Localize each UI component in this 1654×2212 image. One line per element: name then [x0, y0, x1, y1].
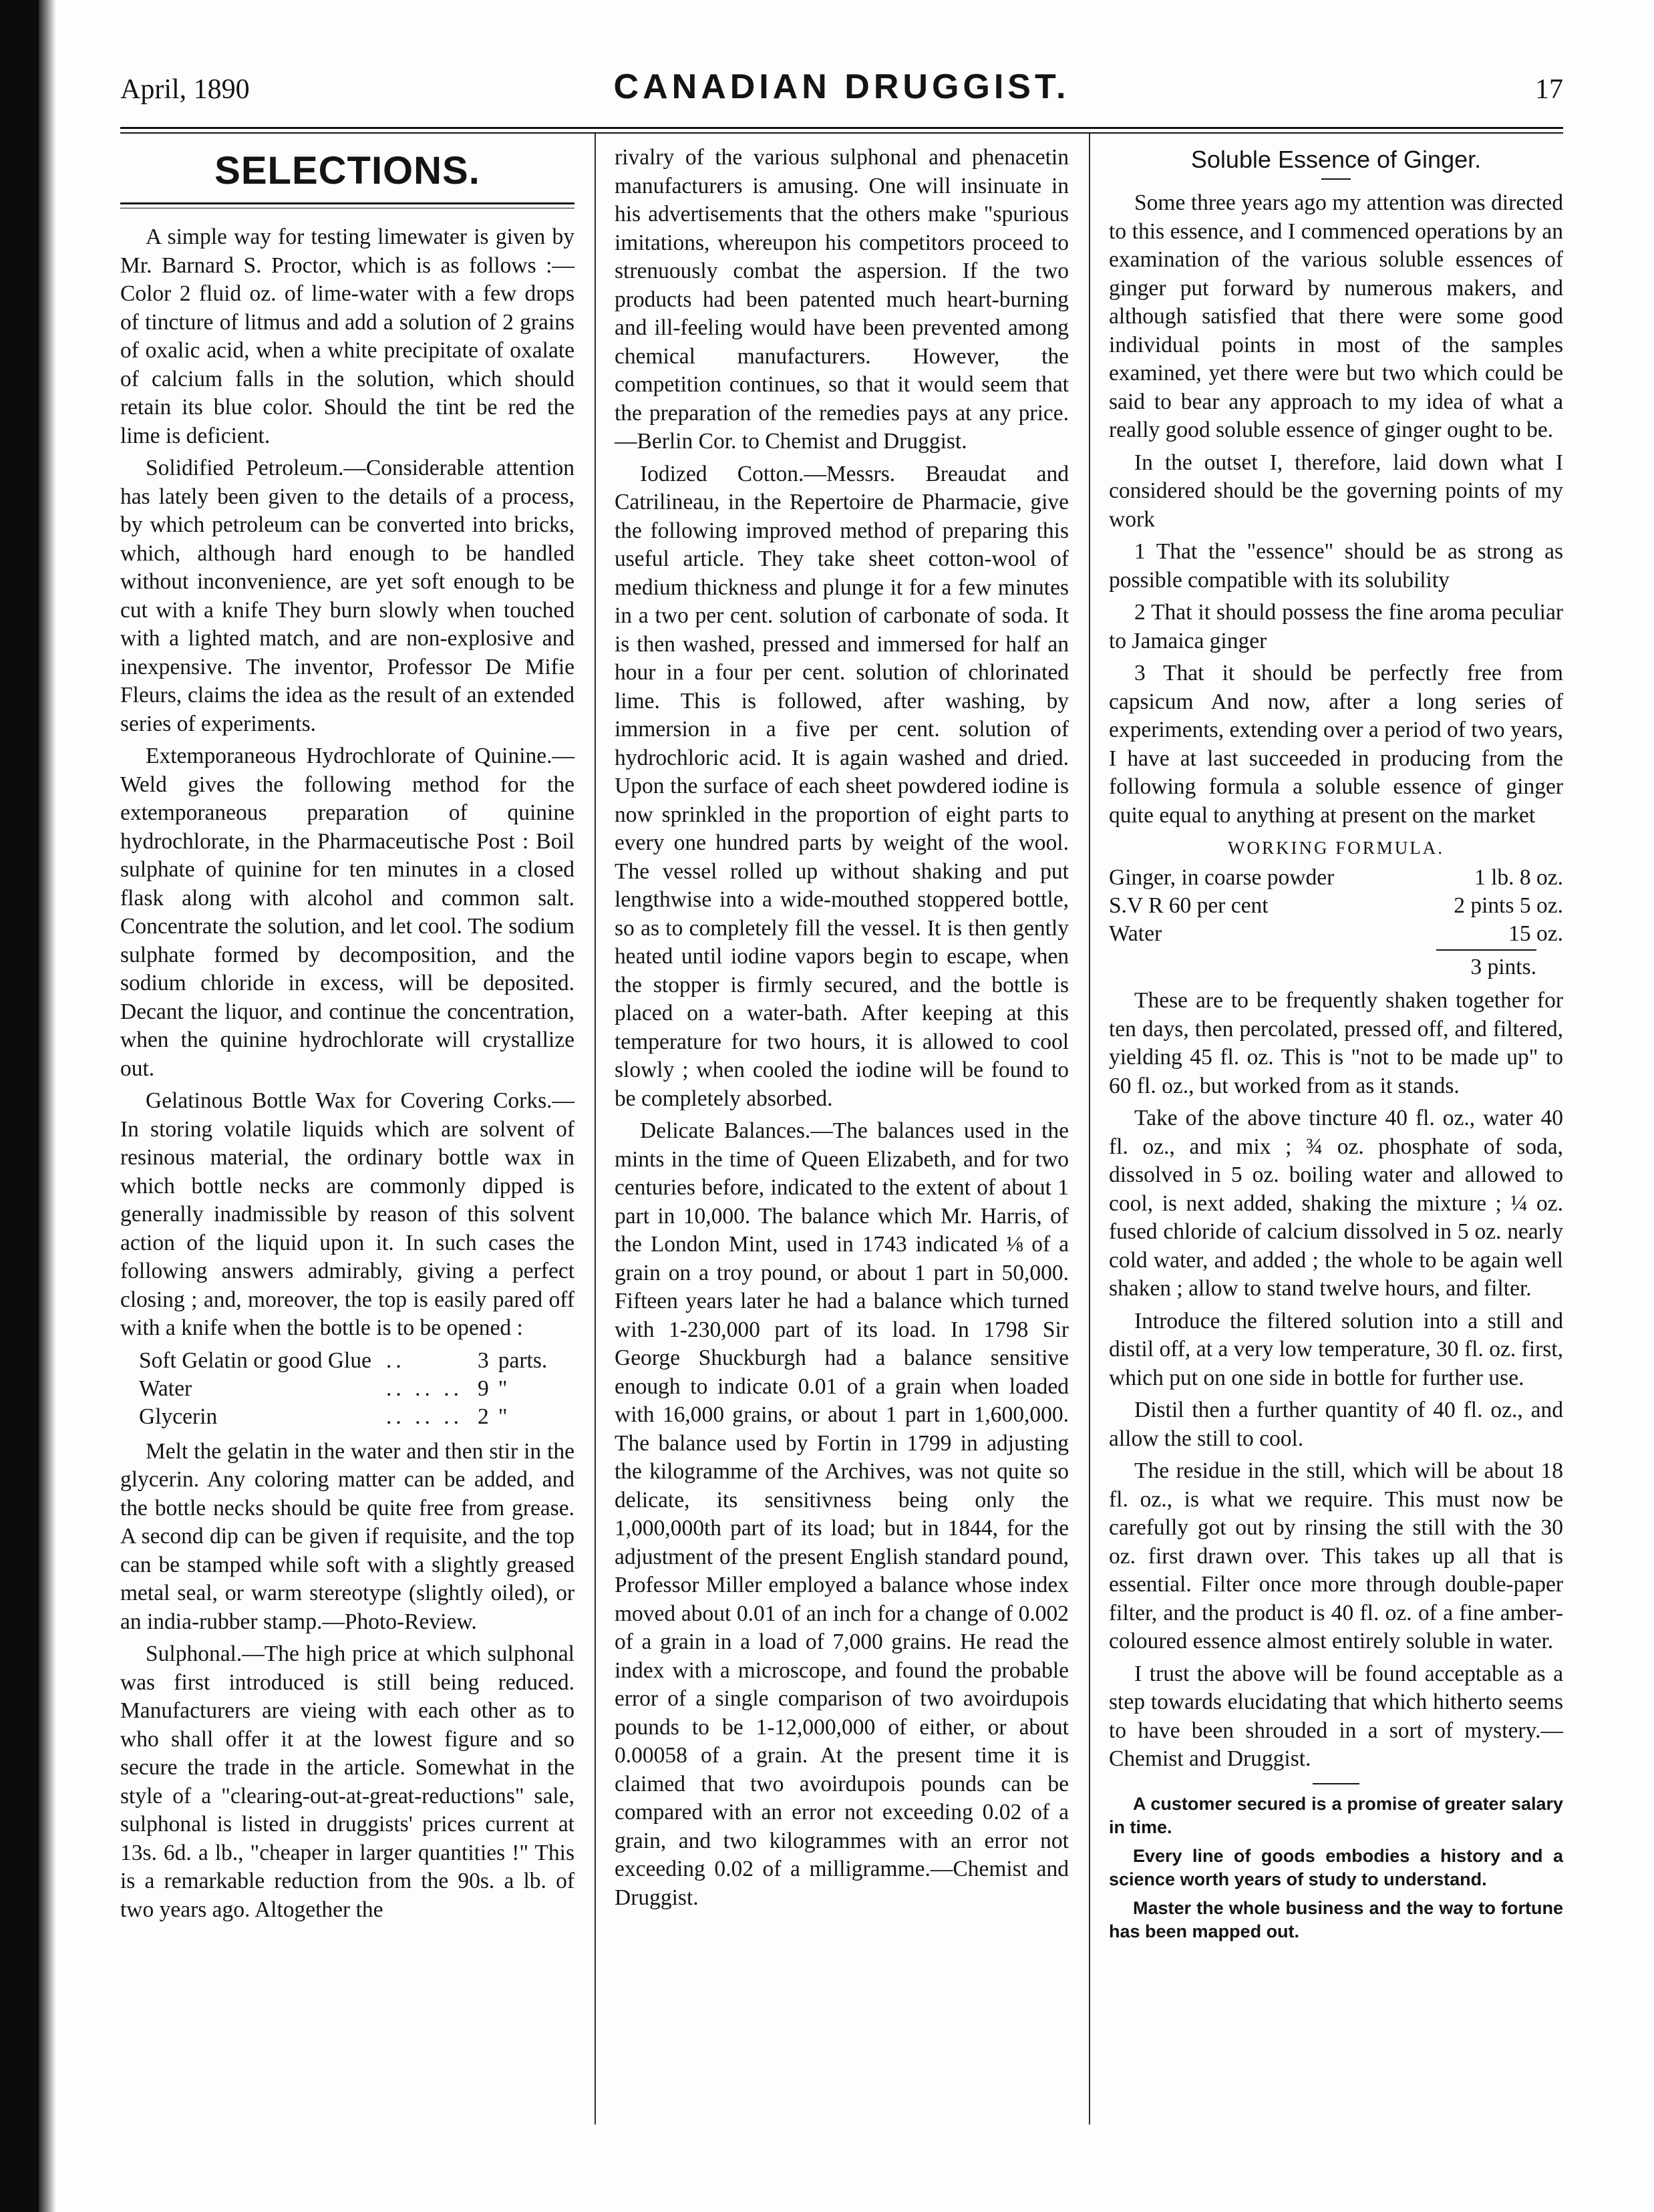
- article-sulphonal-continued: rivalry of the various sulphonal and phenacetin manufacturers is amusing. One will insinuate in his advertisements that the others make "spurious imitations, whereupon his competitors proceed to strenuously combat the aspersion. If the two products had been patented much heart-burning and ill-feeling would have been prevented among chemical manufacturers. However, the competition continues, so that it would seem that the preparation of the remedies pays at any price.—Berlin Cor. to Chemist and Druggist.: [615, 145, 1069, 454]
- ginger-intro: Some three years ago my attention was directed to this essence, and I commenced operations by an examination of the various soluble essences of ginger put forward by numerous makers, and although satisfied that there were some good individual points in most of the samples examined, yet there were but two which could be said to bear any approach to my idea of what a really good soluble essence of ginger ought to be.: [1109, 190, 1563, 442]
- ginger-point-2: 2 That it should possess the fine aroma peculiar to Jamaica ginger: [1109, 600, 1563, 653]
- recipe-leader: .. .. ..: [385, 1376, 463, 1401]
- recipe-unit: ": [498, 1404, 508, 1429]
- article-solidified-petroleum: Solidified Petroleum.—Considerable attention has lately been given to the details of a process, by which petroleum can be converted into bricks, which, although hard enough to be handled without inconvenience, are yet soft enough to be cut with a knife They burn slowly when touched with a lighted match, and are non-explosive and inexpensive. The inventor, Professor De Mifie Fleurs, claims the idea as the result of an extended series of experiments.: [120, 456, 574, 736]
- article-delicate-balances: Delicate Balances.—The balances used in the mints in the time of Queen Elizabeth, and for two centuries before, indicated to the extent of about 1 part in 10,000. The balance which Mr. Harris, of the London Mint, used in 1743 indicated ⅛ of a grain on a troy pound, or about 1 part in 50,000. Fifteen years later he had a balance which turned with 1-230,000 part of its load. In 1798 Sir George Shuckburgh had a balance sensitive enough to indicate 0.01 of a grain when loaded with 16,000 grains, or about 1 part in 1,600,000. The balance used by Fortin in 1799 in adjusting the kilogramme of the Archives, was not quite so delicate, its sensitivness being only the 1,000,000th part of its load; but in 1844, for the adjustment of the present English standard pound, Professor Miller employed a balance whose index moved about 0.01 of an inch for a change of 0.002 of a grain in a load of 7,000 grains. He read the index with a microscope, and found the probable error of a single comparison of two avoirdupois pounds to be 1-12,000,000 of either, or about 0.00058 of a grain. At the present time it is claimed that two avoirdupois pounds can be compared with an error not exceeding 0.02 of a grain, and two kilogrammes with an error not exceeding 0.02 of a milligramme.—Chemist and Druggist.: [615, 1118, 1069, 1910]
- recipe-unit: ": [498, 1376, 508, 1401]
- article-bottle-wax: Gelatinous Bottle Wax for Covering Corks.—In storing volatile liquids which are solvent of resinous material, the ordinary bottle wax in which bottle necks are commonly dipped is generally inadmissible by reason of this solvent action of the liquid upon it. In such cases the following answers admirably, giving a perfect closing ; and, moreover, the top is easily pared off with a knife when the bottle is to be opened :: [120, 1088, 574, 1340]
- ginger-point-3: 3 That it should be perfectly free from capsicum And now, after a long series of experiments, extending over a period of two years, I have at last succeeded in producing from the following formula a soluble essence of ginger quite equal to anything at present on the market: [1109, 661, 1564, 828]
- recipe-qty: 2: [477, 1404, 489, 1429]
- recipe-leader: ..: [385, 1348, 405, 1373]
- formula-item: S.V R 60 per cent: [1109, 893, 1269, 918]
- recipe-unit: parts.: [498, 1348, 548, 1373]
- filler-notes: [1109, 1783, 1563, 1943]
- formula-amount: 2 pints 5 oz.: [1454, 893, 1563, 918]
- article-title-ginger: Soluble Essence of Ginger.: [1190, 146, 1482, 173]
- binding-shadow: [0, 0, 39, 2212]
- filler-note: Every line of goods embodies a history and a science worth years of study to understand.: [1109, 1845, 1563, 1889]
- formula-row: [1109, 864, 1563, 892]
- recipe-qty: 9: [477, 1376, 489, 1401]
- running-head: [120, 61, 1563, 122]
- article-sulphonal: Sulphonal.—The high price at which sulphonal was first introduced is still being reduced. Manufacturers are vieing with each other as to who shall offer it at the lowest figure and so secure the trade in the article. Somewhat in the style of a "clearing-out-at-great-reductions" sale, sulphonal is listed in druggists' prices current at 13s. 6d. a lb., "cheaper in larger quantities !" This is a remarkable reduction from the 90s. a lb. of two years ago. Altogether the: [120, 1641, 574, 1922]
- section-rule: [120, 202, 574, 208]
- formula-item: Water: [1109, 921, 1162, 946]
- filler-note: A customer secured is a promise of greater salary in time.: [1109, 1793, 1563, 1837]
- recipe-row: [139, 1375, 547, 1403]
- recipe-row: [139, 1403, 547, 1431]
- formula-row: [1109, 920, 1563, 948]
- bottle-wax-recipe: [139, 1347, 547, 1431]
- ginger-outset: In the outset I, therefore, laid down what I considered should be the governing points of my work: [1109, 450, 1563, 532]
- column-1: [120, 144, 574, 1928]
- ginger-residue: The residue in the still, which will be about 18 fl. oz., is what we require. This must now be carefully got out by rinsing the still with the 30 oz. first drawn over. This takes up all that is essential. Filter once more through double-paper filter, and the product is 40 fl. oz. of a fine amber-coloured essence almost entirely soluble in water.: [1109, 1458, 1563, 1653]
- ginger-introduce: Introduce the filtered solution into a still and distil off, at a very low temperature, 30 fl. oz. first, which put on one side in bottle for further use.: [1109, 1308, 1563, 1390]
- binding-edge: [39, 0, 56, 2212]
- recipe-item: Soft Gelatin or good Glue: [139, 1348, 371, 1373]
- article-iodized-cotton: Iodized Cotton.—Messrs. Breaudat and Catrilineau, in the Repertoire de Pharmacie, give the following improved method of preparing this useful article. They take sheet cotton-wool of medium thickness and plunge it for a few minutes in a two per cent. solution of carbonate of soda. It is then washed, pressed and immersed for half an hour in a four per cent. solution of chlorinated lime. This is followed, after washing, by immersion in a five per cent. solution of hydrochloric acid. It is again washed and dried. Upon the surface of each sheet powdered iodine is now sprinkled in the proportion of eight parts to every one hundred parts by weight of the wool. The vessel rolled up without shaking and put lengthwise into a wide-mouthed stoppered bottle, so as to completely fill the vessel. It is then gently heated until iodine vapors begin to escape, when the stopper is firmly secured, and the bottle is placed on a water-bath. After keeping at this temperature for two hours, it is allowed to cool slowly ; when cooled the iodine will be found to be completely absorbed.: [615, 461, 1069, 1111]
- filler-note: Master the whole business and the way to fortune has been mapped out.: [1109, 1897, 1563, 1941]
- formula-row: [1109, 892, 1563, 920]
- issue-date: April, 1890: [120, 74, 250, 105]
- header-rule-thin: [120, 132, 1563, 134]
- formula-amount: 1 lb. 8 oz.: [1474, 864, 1563, 890]
- section-title: SELECTIONS.: [214, 149, 480, 192]
- formula-total: 3 pints.: [1470, 954, 1536, 979]
- header-rule-thick: [120, 127, 1563, 129]
- article-quinine-hydrochlorate: Extemporaneous Hydrochlorate of Quinine.—Weld gives the following method for the extemporaneous preparation of quinine hydrochlorate, in the Pharmaceutische Post : Boil sulphate of quinine for ten minutes in a closed flask along with alcohol and common salt. Concentrate the solution, and let cool. The sodium sulphate formed by decomposition, and the sodium chloride in excess, will be deposited. Decant the liquor, and continue the concentration, when the quinine hydrochlorate will crystallize out.: [120, 744, 574, 1081]
- recipe-row: [139, 1347, 547, 1375]
- column-rule-1: [595, 134, 596, 2124]
- page-number: 17: [1535, 74, 1563, 105]
- recipe-item: Glycerin: [139, 1404, 218, 1429]
- ginger-distil: Distil then a further quantity of 40 fl. oz., and allow the still to cool.: [1109, 1398, 1563, 1451]
- working-formula: [1109, 864, 1563, 948]
- formula-amount: 15 oz.: [1508, 921, 1563, 946]
- ginger-conclusion: I trust the above will be found acceptable as a step towards elucidating that which hitherto seems to have been shrouded in a sort of mystery.—Chemist and Druggist.: [1109, 1661, 1563, 1771]
- ginger-shaken: These are to be frequently shaken together for ten days, then percolated, pressed off, and filtered, yielding 45 fl. oz. This is "not to be made up" to 60 fl. oz., but worked from as it stands.: [1109, 988, 1563, 1098]
- recipe-item: Water: [139, 1376, 192, 1401]
- column-rule-2: [1089, 134, 1090, 2124]
- ginger-tincture: Take of the above tincture 40 fl. oz., water 40 fl. oz., and mix ; ¾ oz. phosphate of soda, dissolved in 5 oz. boiling water and allowed to cool, is next added, shaking the mixture ; ¼ oz. fused chloride of calcium dissolved in 5 oz. nearly cold water, and added ; the whole to be again well shaken ; allow to stand twelve hours, and filter.: [1109, 1106, 1563, 1301]
- column-3: [1109, 144, 1563, 1949]
- filler-rule: [1313, 1783, 1359, 1784]
- formula-heading: WORKING FORMULA.: [1228, 838, 1444, 858]
- article-limewater: A simple way for testing limewater is given by Mr. Barnard S. Proctor, which is as follows :—Color 2 fluid oz. of lime-water with a few drops of tincture of litmus and add a solution of 2 grains of oxalic acid, when a white precipitate of oxalate of calcium falls in the solution, which should retain its blue color. Should the tint be red the lime is deficient.: [120, 224, 574, 448]
- recipe-qty: 3: [477, 1348, 489, 1373]
- formula-total-rule: [1436, 949, 1536, 951]
- article-bottle-wax-method: Melt the gelatin in the water and then stir in the glycerin. Any coloring matter can be added, and the bottle necks should be quite free from grease. A second dip can be given if requisite, and the top can be stamped while soft with a slightly greased metal seal, or warm stereotype (slightly oiled), or an india-rubber stamp.—Photo-Review.: [120, 1438, 574, 1634]
- column-2: [615, 144, 1069, 1916]
- title-rule: [1321, 178, 1351, 180]
- formula-item: Ginger, in coarse powder: [1109, 864, 1335, 890]
- recipe-leader: .. .. ..: [385, 1404, 463, 1429]
- journal-title: CANADIAN DRUGGIST.: [613, 67, 1070, 106]
- ginger-point-1: 1 That the "essence" should be as strong as possible compatible with its solubility: [1109, 539, 1563, 593]
